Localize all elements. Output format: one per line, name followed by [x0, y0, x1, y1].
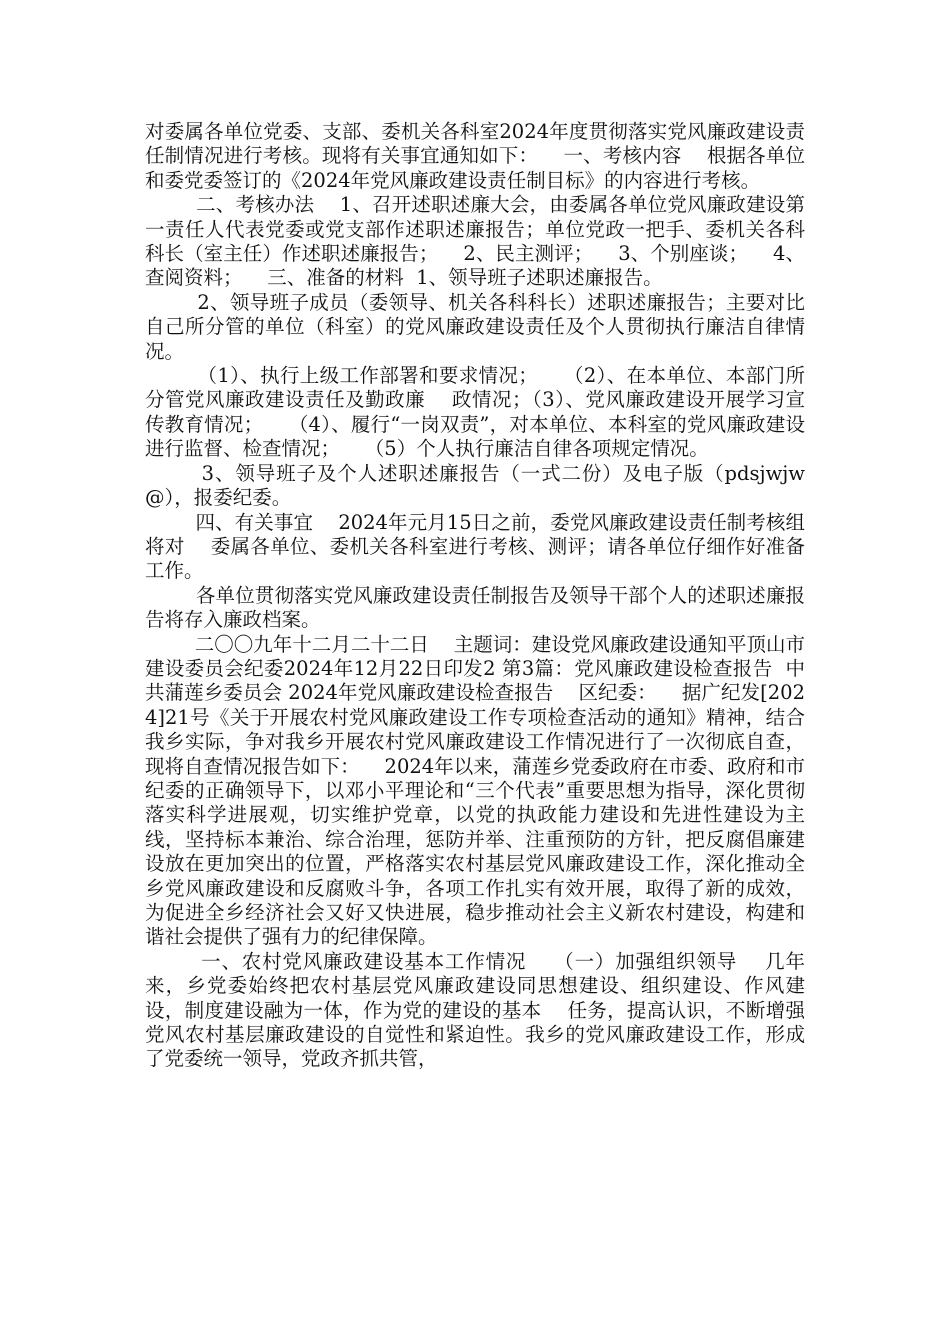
paragraph-3: 2、领导班子成员（委领导、机关各科科长）述职述廉报告；主要对比自己所分管的单位（科室）的党风廉政建设责任及个人贯彻执行廉洁自律情况。	[145, 290, 805, 363]
document-body	[145, 120, 830, 1072]
paragraph-7: 各单位贯彻落实党风廉政建设责任制报告及领导干部个人的述职述廉报告将存入廉政档案。	[145, 583, 805, 632]
paragraph-4: （1）、执行上级工作部署和要求情况； （2）、在本单位、本部门所分管党风廉政建设责任及勤政廉 政情况；（3）、党风廉政建设开展学习宣传教育情况； （4）、履行“一岗双责”，对本单位、本科室的党风廉政建设 进行监督、检查情况； （5）个人执行廉洁自律各项规定情况。	[145, 364, 830, 461]
paragraph-1: 对委属各单位党委、支部、委机关各科室2024年度贯彻落实党风廉政建设责任制情况进行考核。现将有关事宜通知如下： 一、考核内容 根据各单位和委党委签订的《2024年党风廉政建设责任制目标》的内容进行考核。	[145, 120, 805, 192]
paragraph-6: 四、有关事宜 2024年元月15日之前，委党风廉政建设责任制考核组将对 委属各单位、委机关各科室进行考核、测评；请各单位仔细作好准备工作。	[145, 510, 806, 583]
paragraph-9: 一、农村党风廉政建设基本工作情况 （一）加强组织领导 几年来，乡党委始终把农村基层党风廉政建设同思想建设、组织建设、作风建设，制度建设融为一体，作为党的建设的基本 任务，提高认识，不断增强党风农村基层廉政建设的自觉性和紧迫性。我乡的党风廉政建设工作，形成了党委统一领导，党政齐抓共管，	[145, 949, 805, 1071]
paragraph-5: 3、领导班子及个人述职述廉报告（一式二份）及电子版（pdsjwjw@），报委纪委。	[145, 461, 806, 510]
paragraph-8: 二〇〇九年十二月二十二日 主题词：建设党风廉政建设通知平顶山市建设委员会纪委2024年12月22日印发2 第3篇：党风廉政建设检查报告 中共蒲莲乡委员会 2024年党风廉政建设检查报告 区纪委： 据广纪发[2024]21号《关于开展农村党风廉政建设工作专项检查活动的通知》精神，结合我乡实际，争对我乡开展农村党风廉政建设工作情况进行了一次彻底自查，现将自查情况报告如下： 2024年以来，蒲莲乡党委政府在市委、政府和市纪委的正确领导下，以邓小平理论和“三个代表”重要思想为指导，深化贯彻落实科学进展观，切实维护党章，以党的执政能力建设和先进性建设为主线，坚持标本兼治、综合治理，惩防并举、注重预防的方针，把反腐倡廉建设放在更加突出的位置，严格落实农村基层党风廉政建设工作，深化推动全乡党风廉政建设和反腐败斗争，各项工作扎实有效开展，取得了新的成效，为促进全乡经济社会又好又快进展，稳步推动社会主义新农村建设，构建和谐社会提供了强有力的纪律保障。	[145, 632, 806, 949]
paragraph-2: 二、考核办法 1、召开述职述廉大会，由委属各单位党风廉政建设第一责任人代表党委或党支部作述职述廉报告；单位党政一把手、委机关各科科长（室主任）作述职述廉报告； 2、民主测评； 3、个别座谈； 4、查阅资料； 三、准备的材料 1、领导班子述职述廉报告。	[145, 193, 805, 290]
